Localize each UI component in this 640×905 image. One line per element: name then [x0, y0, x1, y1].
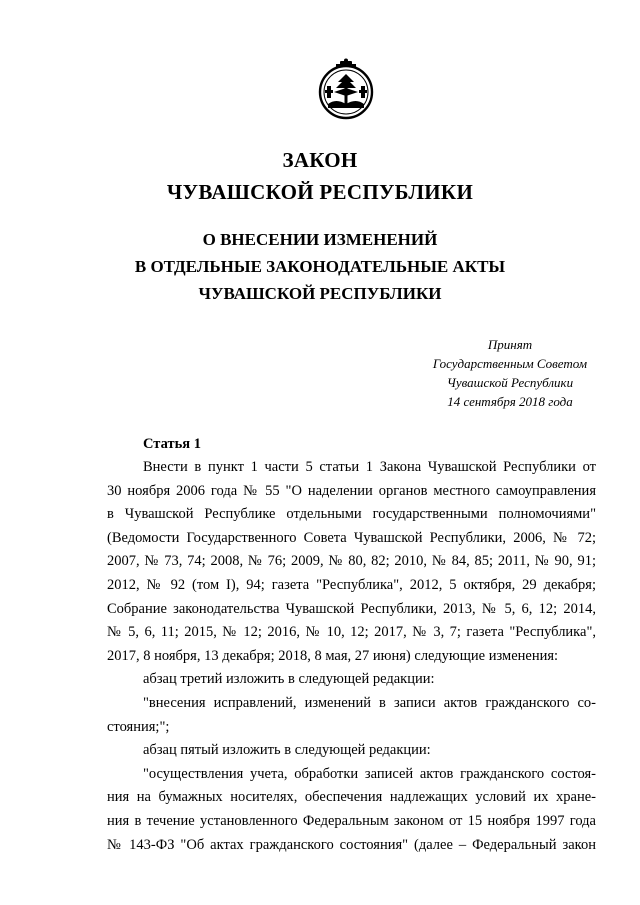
body-line: в Чувашской Республике отдельными государственными полномочиями" — [107, 506, 596, 523]
body-line: № 5, 6, 11; 2015, № 12; 2016, № 10, 12; 2017, № 3, 7; газета "Республика", — [107, 624, 596, 641]
adoption-note-line: Чувашской Республики — [446, 375, 574, 390]
body-line: Собрание законодательства Чувашской Республики, 2013, № 5, 6, 12; 2014, — [107, 600, 596, 617]
adoption-note-line: Государственным Советом — [432, 356, 588, 371]
body-line: абзац пятый изложить в следующей редакции: — [143, 742, 431, 759]
body-line: № 143-ФЗ "Об актах гражданского состояния" (далее – Федеральный закон — [107, 836, 596, 853]
body-line: (Ведомости Государственного Совета Чувашской Республики, 2006, № 72; — [107, 529, 596, 546]
body-line: "осуществления учета, обработки записей актов гражданского состоя- — [143, 765, 596, 782]
law-title-republic: ЧУВАШСКОЙ РЕСПУБЛИКИ — [166, 180, 474, 204]
law-title: ЗАКОН — [282, 148, 358, 172]
body-line: Внести в пункт 1 части 5 статьи 1 Закона Чувашской Республики от — [143, 459, 596, 475]
body-line: 30 ноября 2006 года № 55 "О наделении органов местного самоуправления — [107, 482, 596, 499]
coat-of-arms-emblem — [314, 58, 378, 122]
article-heading: Статья 1 — [143, 436, 201, 452]
article-body — [107, 456, 596, 857]
law-subject-line: О ВНЕСЕНИИ ИЗМЕНЕНИЙ — [202, 230, 438, 249]
body-line: 2012, № 92 (том I), 94; газета "Республика", 2012, 5 октября, 29 декабря; — [107, 576, 596, 593]
body-line: ния на бумажных носителях, обеспечения надлежащих условий их хране- — [107, 789, 596, 806]
body-line: стояния;"; — [107, 718, 170, 735]
body-line: ния в течение установленного Федеральным законом от 15 ноября 1997 года — [107, 812, 596, 829]
adoption-note-line: Принят — [487, 337, 533, 352]
body-line: 2007, № 73, 74; 2008, № 76; 2009, № 80, 82; 2010, № 84, 85; 2011, № 90, 91; — [107, 553, 596, 570]
adoption-date: 14 сентября 2018 года — [447, 394, 573, 409]
law-subject-line: ЧУВАШСКОЙ РЕСПУБЛИКИ — [198, 284, 442, 303]
body-line: "внесения исправлений, изменений в записи актов гражданского со- — [143, 694, 596, 711]
body-line: абзац третий изложить в следующей редакции: — [143, 671, 435, 688]
body-line: 2017, 8 ноября, 13 декабря; 2018, 8 мая, 27 июня) следующие изменения: — [107, 647, 559, 664]
adoption-note — [396, 335, 624, 411]
law-subject-line: В ОТДЕЛЬНЫЕ ЗАКОНОДАТЕЛЬНЫЕ АКТЫ — [134, 257, 506, 276]
